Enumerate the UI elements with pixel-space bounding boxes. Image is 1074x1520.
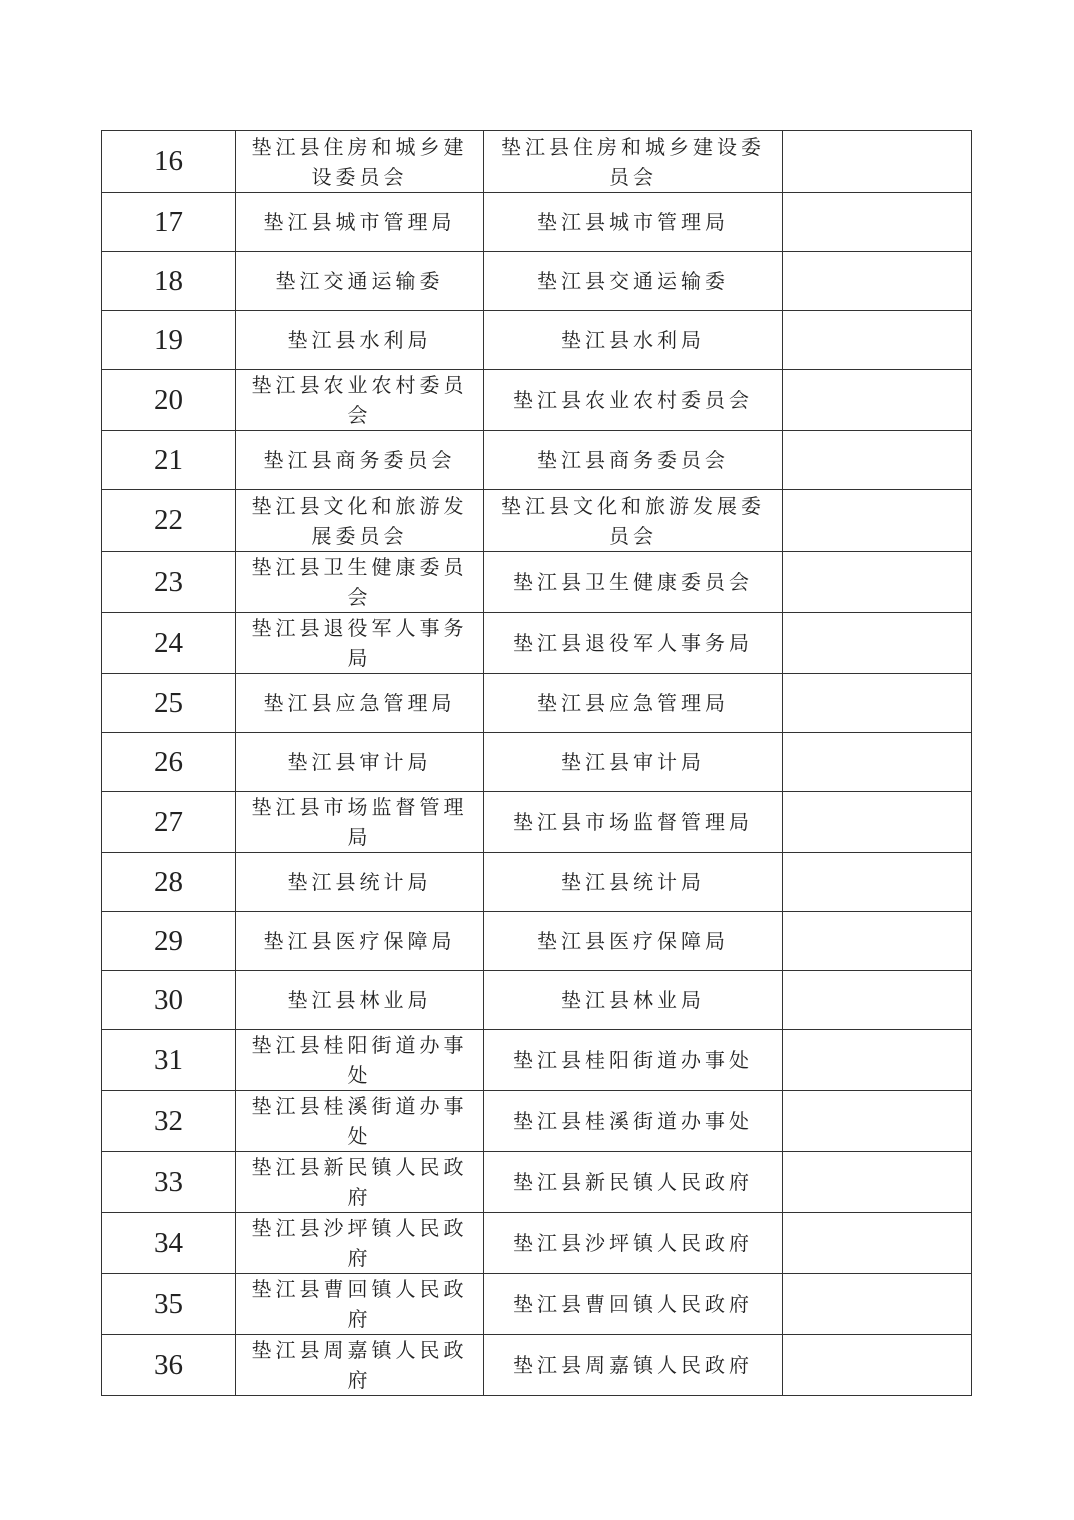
row-number: 22 xyxy=(102,490,236,552)
unit-name: 垫江县退役军人事务局 xyxy=(236,613,484,674)
responsible-unit: 垫江县退役军人事务局 xyxy=(484,613,783,674)
responsible-unit: 垫江县桂溪街道办事处 xyxy=(484,1091,783,1152)
responsible-unit: 垫江县桂阳街道办事处 xyxy=(484,1030,783,1091)
responsible-unit: 垫江县商务委员会 xyxy=(484,431,783,490)
table-row xyxy=(102,193,972,252)
remark-cell xyxy=(783,311,972,370)
responsible-unit: 垫江县农业农村委员会 xyxy=(484,370,783,431)
unit-name: 垫江县文化和旅游发展委员会 xyxy=(236,490,484,552)
responsible-unit: 垫江县应急管理局 xyxy=(484,674,783,733)
remark-cell xyxy=(783,370,972,431)
row-number: 21 xyxy=(102,431,236,490)
responsible-unit: 垫江县周嘉镇人民政府 xyxy=(484,1335,783,1396)
table-row xyxy=(102,733,972,792)
remark-cell xyxy=(783,1335,972,1396)
table-row xyxy=(102,1335,972,1396)
table-row xyxy=(102,912,972,971)
remark-cell xyxy=(783,971,972,1030)
table-row xyxy=(102,1213,972,1274)
unit-name: 垫江县林业局 xyxy=(236,971,484,1030)
unit-name: 垫江县住房和城乡建设委员会 xyxy=(236,131,484,193)
table-row xyxy=(102,131,972,193)
row-number: 19 xyxy=(102,311,236,370)
remark-cell xyxy=(783,1152,972,1213)
table-row xyxy=(102,853,972,912)
unit-name: 垫江县桂阳街道办事处 xyxy=(236,1030,484,1091)
row-number: 27 xyxy=(102,792,236,853)
responsible-unit: 垫江县住房和城乡建设委员会 xyxy=(484,131,783,193)
responsible-unit: 垫江县文化和旅游发展委员会 xyxy=(484,490,783,552)
remark-cell xyxy=(783,733,972,792)
unit-name: 垫江县桂溪街道办事处 xyxy=(236,1091,484,1152)
row-number: 34 xyxy=(102,1213,236,1274)
table-row xyxy=(102,252,972,311)
responsible-unit: 垫江县交通运输委 xyxy=(484,252,783,311)
table-row xyxy=(102,792,972,853)
responsible-unit: 垫江县统计局 xyxy=(484,853,783,912)
unit-name: 垫江交通运输委 xyxy=(236,252,484,311)
table-row xyxy=(102,431,972,490)
unit-name: 垫江县统计局 xyxy=(236,853,484,912)
remark-cell xyxy=(783,431,972,490)
row-number: 24 xyxy=(102,613,236,674)
row-number: 31 xyxy=(102,1030,236,1091)
table-row xyxy=(102,613,972,674)
remark-cell xyxy=(783,193,972,252)
unit-name: 垫江县审计局 xyxy=(236,733,484,792)
row-number: 32 xyxy=(102,1091,236,1152)
row-number: 29 xyxy=(102,912,236,971)
responsible-unit: 垫江县医疗保障局 xyxy=(484,912,783,971)
table-row xyxy=(102,311,972,370)
row-number: 23 xyxy=(102,552,236,613)
unit-name: 垫江县曹回镇人民政府 xyxy=(236,1274,484,1335)
remark-cell xyxy=(783,613,972,674)
responsible-unit: 垫江县城市管理局 xyxy=(484,193,783,252)
remark-cell xyxy=(783,792,972,853)
remark-cell xyxy=(783,1030,972,1091)
row-number: 17 xyxy=(102,193,236,252)
table-row xyxy=(102,1091,972,1152)
unit-name: 垫江县商务委员会 xyxy=(236,431,484,490)
row-number: 28 xyxy=(102,853,236,912)
row-number: 33 xyxy=(102,1152,236,1213)
remark-cell xyxy=(783,1091,972,1152)
table-row xyxy=(102,1274,972,1335)
remark-cell xyxy=(783,490,972,552)
unit-name: 垫江县医疗保障局 xyxy=(236,912,484,971)
responsible-unit: 垫江县新民镇人民政府 xyxy=(484,1152,783,1213)
unit-name: 垫江县沙坪镇人民政府 xyxy=(236,1213,484,1274)
unit-name: 垫江县水利局 xyxy=(236,311,484,370)
responsible-unit: 垫江县林业局 xyxy=(484,971,783,1030)
row-number: 20 xyxy=(102,370,236,431)
table-row xyxy=(102,971,972,1030)
responsible-unit: 垫江县审计局 xyxy=(484,733,783,792)
row-number: 35 xyxy=(102,1274,236,1335)
responsible-unit: 垫江县市场监督管理局 xyxy=(484,792,783,853)
remark-cell xyxy=(783,552,972,613)
remark-cell xyxy=(783,1274,972,1335)
unit-table xyxy=(101,130,972,1396)
unit-name: 垫江县卫生健康委员会 xyxy=(236,552,484,613)
responsible-unit: 垫江县曹回镇人民政府 xyxy=(484,1274,783,1335)
row-number: 30 xyxy=(102,971,236,1030)
remark-cell xyxy=(783,131,972,193)
unit-name: 垫江县周嘉镇人民政府 xyxy=(236,1335,484,1396)
row-number: 25 xyxy=(102,674,236,733)
responsible-unit: 垫江县卫生健康委员会 xyxy=(484,552,783,613)
table-row xyxy=(102,1030,972,1091)
remark-cell xyxy=(783,252,972,311)
remark-cell xyxy=(783,853,972,912)
unit-name: 垫江县新民镇人民政府 xyxy=(236,1152,484,1213)
table-row xyxy=(102,552,972,613)
table-row xyxy=(102,1152,972,1213)
unit-name: 垫江县农业农村委员会 xyxy=(236,370,484,431)
row-number: 36 xyxy=(102,1335,236,1396)
table-row xyxy=(102,674,972,733)
responsible-unit: 垫江县水利局 xyxy=(484,311,783,370)
responsible-unit: 垫江县沙坪镇人民政府 xyxy=(484,1213,783,1274)
row-number: 26 xyxy=(102,733,236,792)
table-row xyxy=(102,490,972,552)
remark-cell xyxy=(783,674,972,733)
remark-cell xyxy=(783,912,972,971)
unit-name: 垫江县城市管理局 xyxy=(236,193,484,252)
unit-name: 垫江县应急管理局 xyxy=(236,674,484,733)
row-number: 18 xyxy=(102,252,236,311)
row-number: 16 xyxy=(102,131,236,193)
table-row xyxy=(102,370,972,431)
remark-cell xyxy=(783,1213,972,1274)
unit-name: 垫江县市场监督管理局 xyxy=(236,792,484,853)
